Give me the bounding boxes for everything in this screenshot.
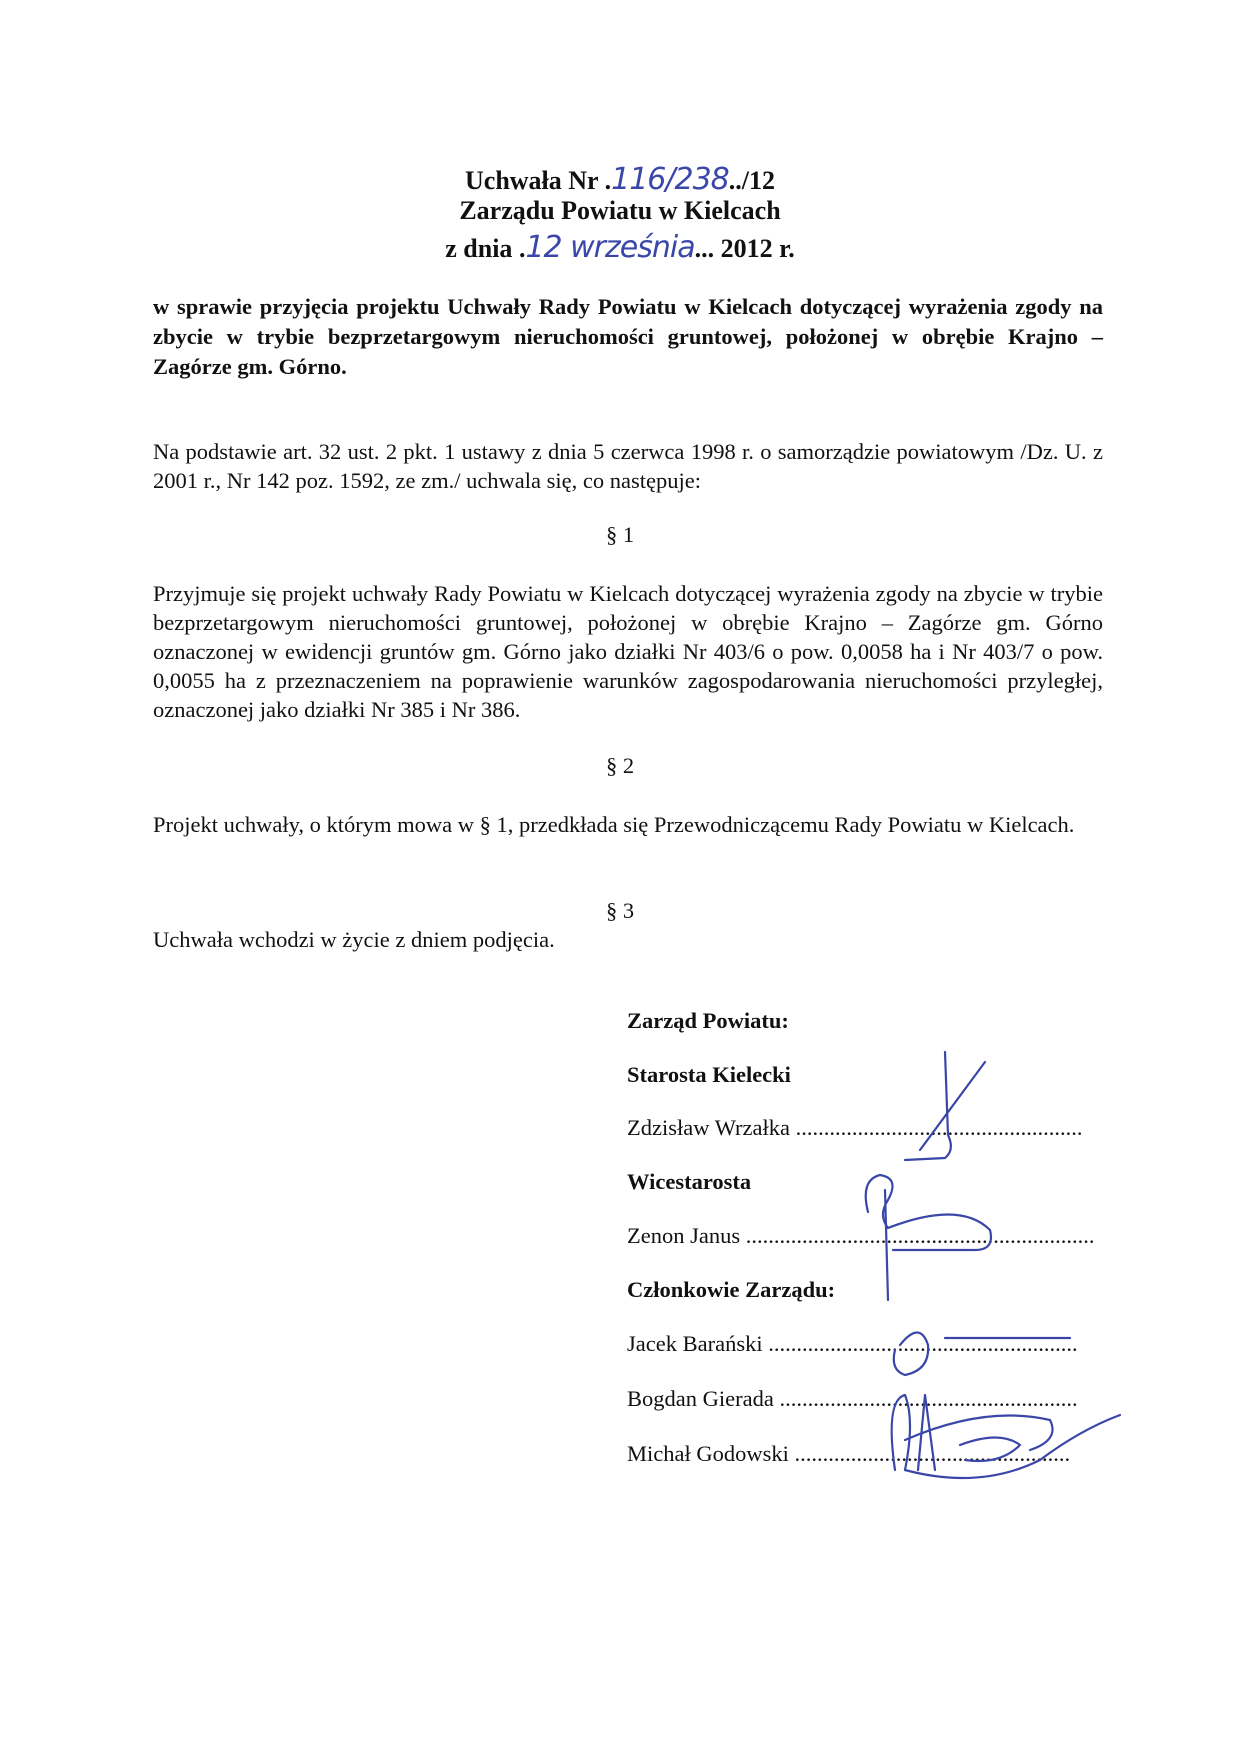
section-mark-2: § 2 — [605, 753, 635, 778]
members-heading: Członkowie Zarządu: — [627, 1277, 836, 1302]
signature-dots: ....................................................... — [768, 1331, 1078, 1356]
board-heading: Zarząd Powiatu: — [627, 1008, 789, 1033]
vice-signature-line — [627, 1223, 1094, 1249]
starosta-signature — [905, 1052, 985, 1160]
signature-dots: ................................................... — [795, 1115, 1083, 1140]
starosta-name: Zdzisław Wrzałka — [627, 1115, 790, 1140]
signature-dots: ..................................................... — [779, 1386, 1078, 1411]
member2-name: Bogdan Gierada — [627, 1386, 774, 1411]
vice-heading: Wicestarosta — [627, 1169, 752, 1194]
dotted-fill: ... — [694, 234, 715, 263]
section-text-1: Przyjmuje się projekt uchwały Rady Powiatu w Kielcach dotyczącej wyrażenia zgody na zbycie w trybie bezprzetargowym nieruchomości gruntowej, położonej w obrębie Krajno – Zagórze gm. Górno oznaczonej w ewidencji gruntów gm. Górno jako działki Nr 403/6 o pow. 0,0058 ha i Nr 403/7 o pow. 0,0055 ha z przeznaczeniem na poprawienie warunków zagospodarowania nieruchomości przyległej, oznaczonej jako działki Nr 385 i Nr 386. — [153, 581, 1103, 722]
signature-dots: ................................................. — [794, 1441, 1071, 1466]
issuing-body: Zarządu Powiatu w Kielcach — [459, 196, 781, 225]
resolution-number-line — [0, 162, 1240, 197]
section-mark-3: § 3 — [605, 898, 635, 923]
resolution-number-label: Uchwała Nr — [465, 166, 599, 195]
resolution-year-suffix: /12 — [741, 166, 775, 195]
member3-signature-line — [627, 1441, 1070, 1467]
handwritten-resolution-number: 116/238 — [611, 162, 729, 197]
dotted-fill: . — [518, 234, 526, 263]
resolution-subject: w sprawie przyjęcia projektu Uchwały Rady Powiatu w Kielcach dotyczącej wyrażenia zgody na zbycie w trybie bezprzetargowym nieruchomości gruntowej, położonej w obrębie Krajno – Zagórze gm. Górno. — [153, 294, 1103, 379]
vice-name: Zenon Janus — [627, 1223, 741, 1248]
date-label: z dnia — [445, 234, 513, 263]
resolution-date-line — [0, 230, 1240, 265]
member3-name: Michał Godowski — [627, 1441, 789, 1466]
member1-signature-line — [627, 1331, 1078, 1357]
section-mark-1: § 1 — [605, 522, 635, 547]
member2-signature-line — [627, 1386, 1078, 1412]
date-year: 2012 r. — [720, 234, 795, 263]
dotted-fill: . — [604, 166, 612, 195]
section-text-2: Projekt uchwały, o którym mowa w § 1, przedkłada się Przewodniczącemu Rady Powiatu w Kielcach. — [153, 812, 1075, 837]
starosta-heading: Starosta Kielecki — [627, 1062, 791, 1087]
legal-basis: Na podstawie art. 32 ust. 2 pkt. 1 ustawy z dnia 5 czerwca 1998 r. o samorządzie powiatowym /Dz. U. z 2001 r., Nr 142 poz. 1592, ze zm./ uchwala się, co następuje: — [153, 439, 1103, 493]
dotted-fill: .. — [728, 166, 742, 195]
starosta-signature-line — [627, 1115, 1082, 1141]
member1-name: Jacek Barański — [627, 1331, 763, 1356]
signature-dots: .............................................................. — [745, 1223, 1095, 1248]
section-text-3: Uchwała wchodzi w życie z dniem podjęcia. — [153, 927, 555, 952]
handwritten-date: 12 września — [525, 230, 695, 265]
